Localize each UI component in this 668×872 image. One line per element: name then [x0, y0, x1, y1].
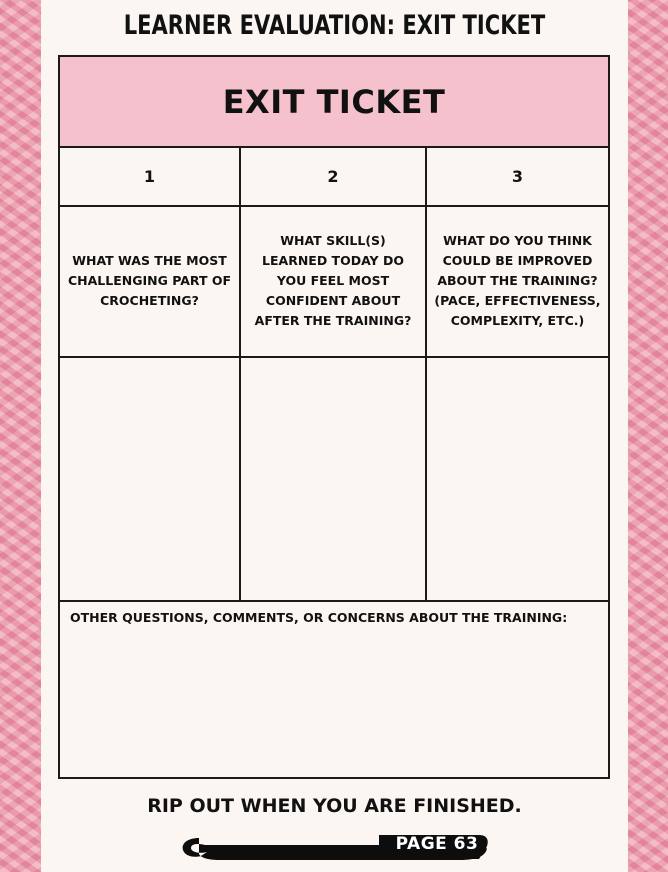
column-number-3: 3 [511, 167, 524, 186]
question-1: WHAT WAS THE MOST CHALLENGING PART OF CROCHETING? [60, 205, 241, 356]
ticket-header [60, 57, 608, 148]
answer-box-2[interactable] [241, 356, 427, 600]
column-number-1: 1 [60, 148, 241, 205]
question-2: WHAT SKILL(S) LEARNED TODAY DO YOU FEEL MOST CONFIDENT ABOUT AFTER THE TRAINING? [241, 205, 427, 356]
page-number: PAGE 63 [395, 834, 479, 854]
answer-row [60, 356, 608, 602]
column-number-row [60, 148, 608, 207]
question-3: WHAT DO YOU THINK COULD BE IMPROVED ABOUT THE TRAINING? (PACE, EFFECTIVENESS, COMPLEXITY, ETC.) [434, 232, 601, 328]
column-number-2: 2 [241, 148, 427, 205]
footer-instruction: RIP OUT WHEN YOU ARE FINISHED. [147, 795, 522, 817]
other-comments-prompt: OTHER QUESTIONS, COMMENTS, OR CONCERNS ABOUT THE TRAINING: [70, 610, 568, 625]
ticket-heading: EXIT TICKET [222, 82, 446, 121]
exit-ticket-table [58, 55, 610, 779]
worksheet-page [41, 0, 628, 872]
question-row [60, 205, 608, 358]
answer-box-1[interactable] [60, 356, 241, 600]
page-title: LEARNER EVALUATION: EXIT TICKET [123, 10, 546, 41]
answer-box-3[interactable] [427, 356, 608, 600]
